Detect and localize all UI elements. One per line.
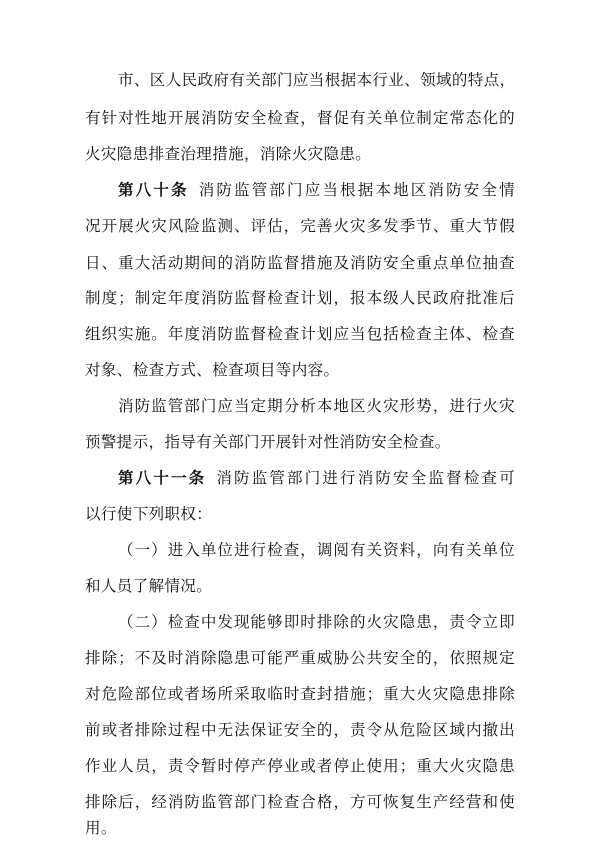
text-line: 组织实施。年度消防监督检查计划应当包括检查主体、检查 [85, 325, 515, 343]
text-line: 况开展火灾风险监测、评估，完善火灾多发季节、重大节假 [85, 217, 515, 235]
list-item-1-first-line: （一）进入单位进行检查，调阅有关资料，向有关单位 [118, 541, 515, 559]
text-line: 用。 [85, 819, 117, 837]
article-number: 第八十条 [118, 181, 189, 199]
text-line: 火灾隐患排查治理措施，消除火灾隐患。 [85, 145, 372, 163]
text-line: 对危险部位或者场所采取临时查封措施；重大火灾隐患排除 [85, 685, 515, 703]
text-line: 前或者排除过程中无法保证安全的，责令从危险区域内撤出 [85, 721, 515, 739]
text-line: 和人员了解情况。 [85, 577, 213, 595]
text-segment: 消防监管部门进行消防安全监督检查可 [216, 469, 515, 487]
text-line: 日、重大活动期间的消防监督措施及消防安全重点单位抽查 [85, 254, 515, 272]
text-line: 有针对性地开展消防安全检查，督促有关单位制定常态化的 [85, 109, 515, 127]
text-line: 排除；不及时消除隐患可能严重威胁公共安全的，依照规定 [85, 649, 515, 667]
text-segment: 消防监管部门应当根据本地区消防安全情 [198, 181, 515, 199]
text-line: 市、区人民政府有关部门应当根据本行业、领域的特点， [118, 71, 516, 89]
text-line: 预警提示，指导有关部门开展针对性消防安全检查。 [85, 433, 451, 451]
article-80-first-line [118, 175, 515, 205]
text-line: 对象、检查方式、检查项目等内容。 [85, 361, 340, 379]
text-line: 消防监管部门应当定期分析本地区火灾形势，进行火灾 [118, 397, 515, 415]
text-line: 排除后，经消防监管部门检查合格，方可恢复生产经营和使 [85, 793, 515, 811]
text-line: 作业人员，责令暂时停产停业或者停止使用；重大火灾隐患 [85, 757, 515, 775]
text-line: 制度；制定年度消防监督检查计划，报本级人民政府批准后 [85, 289, 515, 307]
article-number: 第八十一条 [118, 469, 207, 487]
text-line: 以行使下列职权： [85, 505, 213, 523]
article-81-first-line [118, 463, 515, 493]
list-item-2-first-line: （二）检查中发现能够即时排除的火灾隐患，责令立即 [118, 613, 515, 631]
